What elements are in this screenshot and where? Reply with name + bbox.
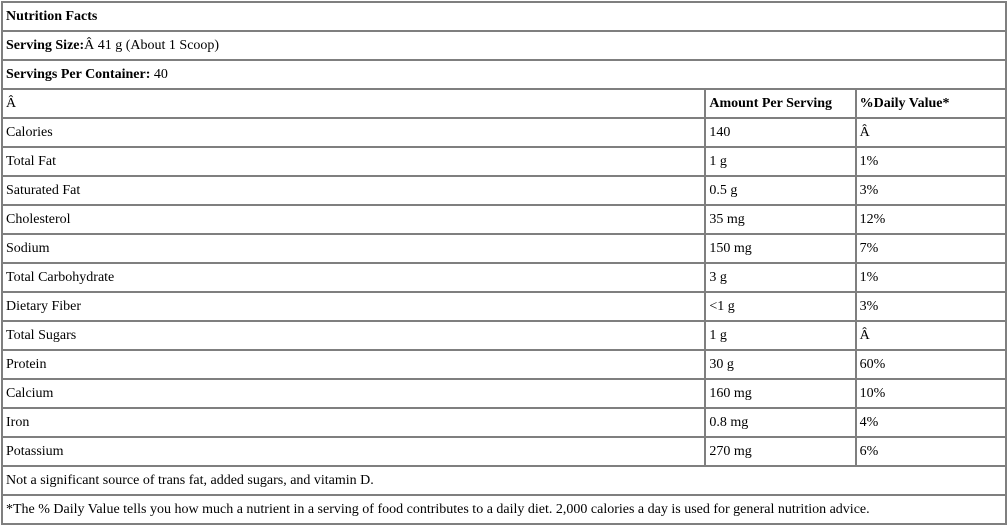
nutrient-amount: 1 g (705, 321, 855, 350)
header-row (2, 89, 1006, 118)
nutrient-amount: 1 g (705, 147, 855, 176)
header-nutrient: Â (2, 89, 705, 118)
table-row (2, 263, 1006, 292)
table-row (2, 408, 1006, 437)
table-row (2, 234, 1006, 263)
nutrient-amount: 150 mg (705, 234, 855, 263)
servings-per-container-row (2, 60, 1006, 89)
nutrient-name: Dietary Fiber (2, 292, 705, 321)
nutrient-amount: 160 mg (705, 379, 855, 408)
nutrient-daily-value: 1% (856, 263, 1006, 292)
nutrition-facts-table (1, 1, 1007, 525)
servings-per-container-cell (2, 60, 1006, 89)
servings-per-container-value: 40 (150, 66, 168, 82)
nutrient-daily-value: 7% (856, 234, 1006, 263)
footnote-daily-value: *The % Daily Value tells you how much a nutrient in a serving of food contributes to a daily diet. 2,000 calories a day is used for general nutrition advice. (2, 495, 1006, 524)
table-row (2, 176, 1006, 205)
serving-size-cell (2, 31, 1006, 60)
nutrient-name: Calcium (2, 379, 705, 408)
nutrient-name: Calories (2, 118, 705, 147)
nutrient-amount: 140 (705, 118, 855, 147)
nutrient-daily-value: 1% (856, 147, 1006, 176)
nutrient-amount: <1 g (705, 292, 855, 321)
serving-size-label: Serving Size: (6, 37, 85, 53)
table-title: Nutrition Facts (2, 2, 1006, 31)
table-row (2, 437, 1006, 466)
footnote-not-significant: Not a significant source of trans fat, added sugars, and vitamin D. (2, 466, 1006, 495)
servings-per-container-label: Servings Per Container: (6, 66, 151, 82)
nutrient-daily-value: 3% (856, 176, 1006, 205)
header-amount: Amount Per Serving (705, 89, 855, 118)
nutrient-amount: 30 g (705, 350, 855, 379)
table-row (2, 379, 1006, 408)
nutrient-amount: 0.8 mg (705, 408, 855, 437)
footnote-row (2, 466, 1006, 495)
nutrient-name: Sodium (2, 234, 705, 263)
table-row (2, 350, 1006, 379)
table-row (2, 147, 1006, 176)
nutrient-amount: 3 g (705, 263, 855, 292)
nutrient-name: Protein (2, 350, 705, 379)
nutrient-daily-value: 3% (856, 292, 1006, 321)
nutrient-name: Total Fat (2, 147, 705, 176)
serving-size-row (2, 31, 1006, 60)
nutrient-name: Total Sugars (2, 321, 705, 350)
nutrient-daily-value: 12% (856, 205, 1006, 234)
header-daily-value: %Daily Value* (856, 89, 1006, 118)
nutrient-daily-value: 6% (856, 437, 1006, 466)
nutrient-daily-value: Â (856, 321, 1006, 350)
nutrient-daily-value: 10% (856, 379, 1006, 408)
nutrient-daily-value: 60% (856, 350, 1006, 379)
footnote-row (2, 495, 1006, 524)
serving-size-value: Â 41 g (About 1 Scoop) (84, 37, 220, 53)
nutrient-daily-value: Â (856, 118, 1006, 147)
nutrient-amount: 35 mg (705, 205, 855, 234)
nutrient-name: Iron (2, 408, 705, 437)
table-row (2, 205, 1006, 234)
nutrient-name: Potassium (2, 437, 705, 466)
nutrient-amount: 270 mg (705, 437, 855, 466)
nutrient-amount: 0.5 g (705, 176, 855, 205)
table-row (2, 292, 1006, 321)
table-row (2, 321, 1006, 350)
nutrient-daily-value: 4% (856, 408, 1006, 437)
nutrient-name: Cholesterol (2, 205, 705, 234)
nutrient-name: Total Carbohydrate (2, 263, 705, 292)
title-row (2, 2, 1006, 31)
nutrient-name: Saturated Fat (2, 176, 705, 205)
table-row (2, 118, 1006, 147)
